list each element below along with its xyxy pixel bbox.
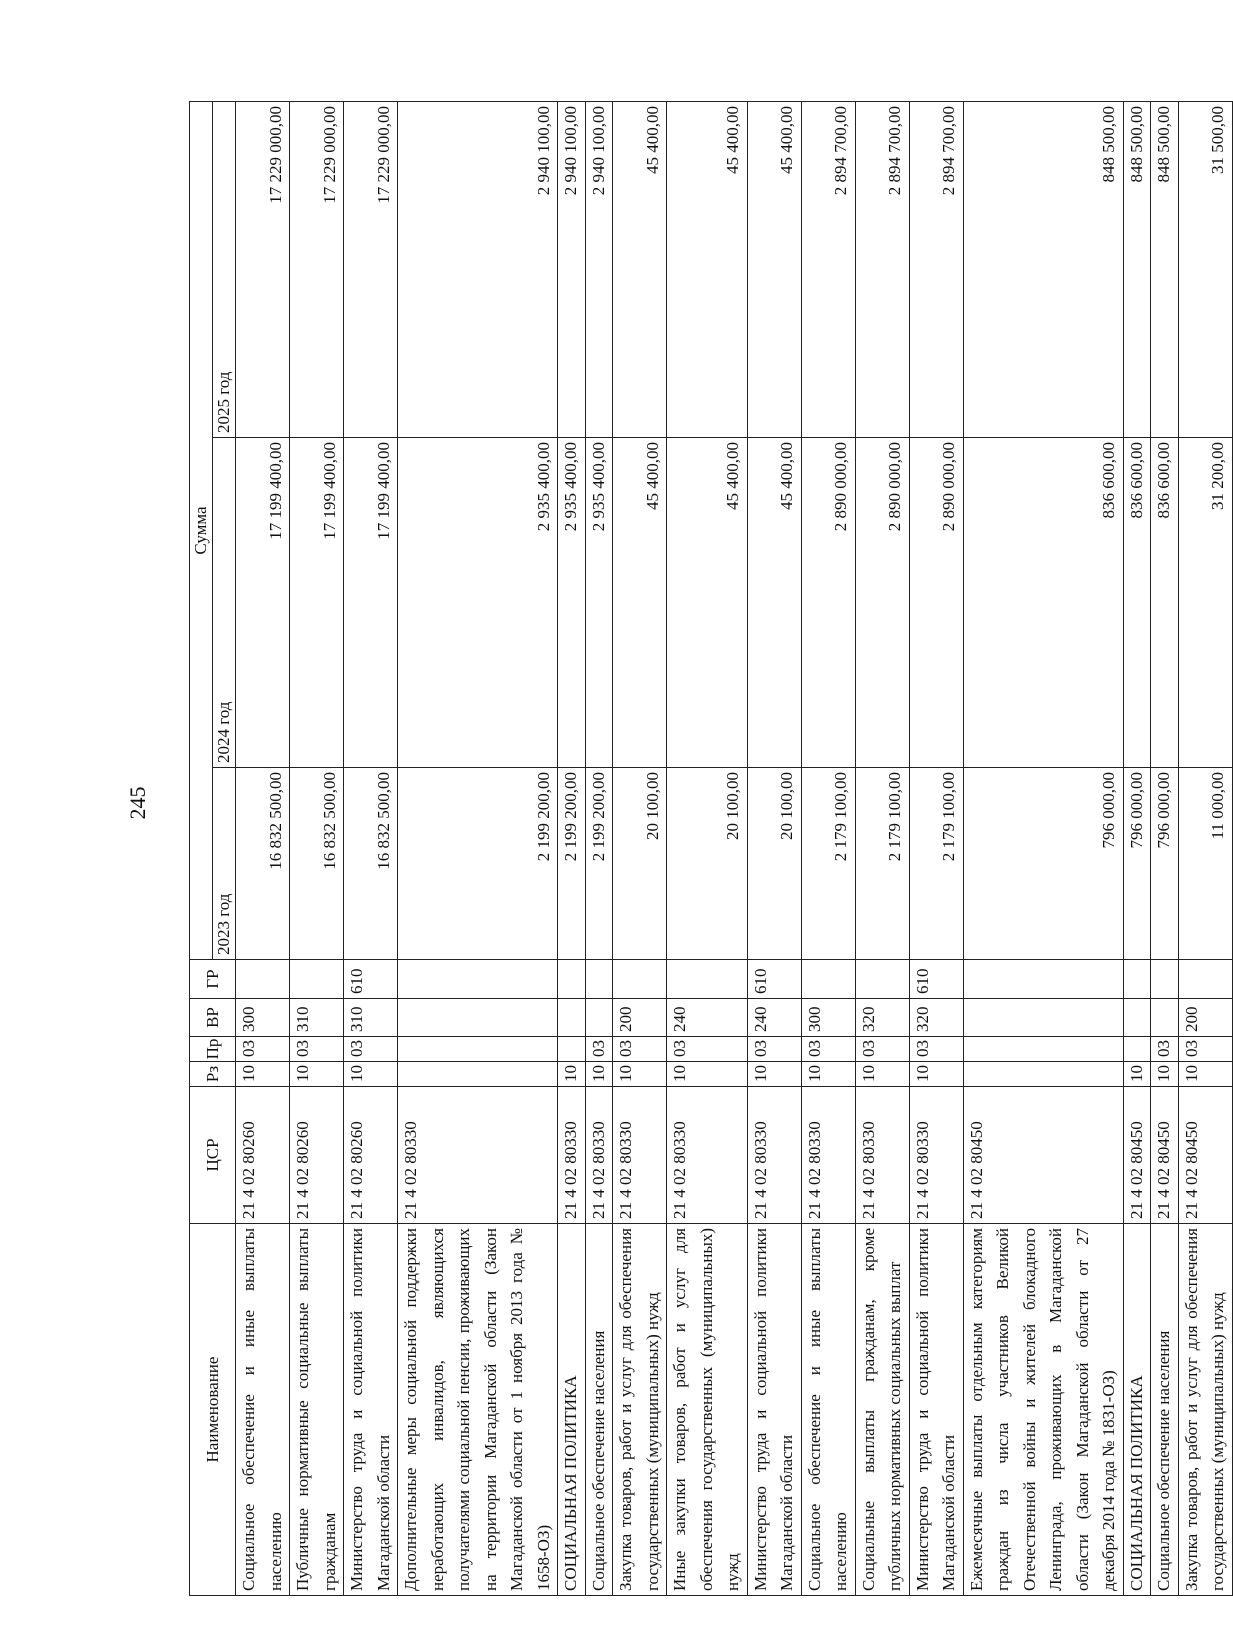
table-row [398,102,558,1596]
cell-csr: 21 4 02 80330 [585,1087,613,1224]
cell-pr: 03 [909,1037,963,1062]
cell-rz: 10 [585,1062,613,1087]
cell-2023: 20 100,00 [613,768,667,960]
cell-2025: 31 500,00 [1178,102,1232,438]
cell-vr: 320 [855,999,909,1037]
cell-vr [963,999,1123,1037]
cell-2023: 11 000,00 [1178,768,1232,960]
cell-pr: 03 [855,1037,909,1062]
cell-vr: 300 [801,999,855,1037]
cell-rz: 10 [1123,1062,1151,1087]
cell-2023: 2 199 200,00 [398,768,558,960]
header-rz: Рз [190,1062,236,1087]
cell-2025: 17 229 000,00 [236,102,290,438]
table-row [855,102,909,1596]
cell-gr [1123,960,1151,999]
cell-2025: 848 500,00 [963,102,1123,438]
header-2023: 2023 год [213,768,236,960]
cell-vr: 240 [747,999,801,1037]
cell-name: Ежемесячные выплаты отдельным категориям граждан из числа участников Великой Отечественной войны и жителей блокадного Ленинграда, проживающих в Магаданской области (Закон Магаданской области от 27 декабря 2014 года № 1831-ОЗ) [963,1224,1123,1596]
table-row [613,102,667,1596]
cell-csr: 21 4 02 80330 [667,1087,748,1224]
cell-2025: 2 940 100,00 [558,102,586,438]
cell-pr: 03 [236,1037,290,1062]
cell-rz: 10 [801,1062,855,1087]
cell-2023: 16 832 500,00 [290,768,344,960]
cell-rz: 10 [747,1062,801,1087]
cell-vr [558,999,586,1037]
cell-csr: 21 4 02 80330 [909,1087,963,1224]
cell-2024: 2 935 400,00 [585,438,613,768]
cell-vr [1123,999,1151,1037]
cell-gr [855,960,909,999]
table-row [1123,102,1151,1596]
cell-2024: 17 199 400,00 [290,438,344,768]
cell-pr: 03 [801,1037,855,1062]
cell-name: Публичные нормативные социальные выплаты гражданам [290,1224,344,1596]
cell-2025: 45 400,00 [613,102,667,438]
cell-name: Социальное обеспечение населения [585,1224,613,1596]
cell-gr [290,960,344,999]
cell-name: Министерство труда и социальной политики Магаданской области [909,1224,963,1596]
page-number: 245 [125,786,150,820]
cell-gr [1178,960,1232,999]
cell-rz: 10 [1151,1062,1179,1087]
cell-rz: 10 [236,1062,290,1087]
cell-pr: 03 [290,1037,344,1062]
table-row [558,102,586,1596]
table-header [190,102,236,1596]
table-row [236,102,290,1596]
cell-2025: 45 400,00 [747,102,801,438]
table-row [290,102,344,1596]
budget-table-rotated [189,102,1227,1596]
cell-2023: 2 179 100,00 [801,768,855,960]
cell-2024: 2 890 000,00 [801,438,855,768]
cell-2025: 2 940 100,00 [398,102,558,438]
cell-name: Министерство труда и социальной политики Магаданской области [344,1224,398,1596]
cell-name: СОЦИАЛЬНАЯ ПОЛИТИКА [1123,1224,1151,1596]
header-2025: 2025 год [213,102,236,438]
cell-gr [398,960,558,999]
cell-csr: 21 4 02 80450 [1123,1087,1151,1224]
cell-rz [398,1062,558,1087]
cell-2025: 17 229 000,00 [290,102,344,438]
cell-vr: 240 [667,999,748,1037]
cell-pr: 03 [1151,1037,1179,1062]
cell-vr: 320 [909,999,963,1037]
cell-2023: 20 100,00 [747,768,801,960]
table-row [801,102,855,1596]
cell-name: Социальное обеспечение населения [1151,1224,1179,1596]
cell-csr: 21 4 02 80450 [963,1087,1123,1224]
cell-vr: 200 [1178,999,1232,1037]
cell-csr: 21 4 02 80330 [398,1087,558,1224]
cell-rz: 10 [855,1062,909,1087]
table-row [747,102,801,1596]
cell-2025: 2 894 700,00 [801,102,855,438]
cell-gr [801,960,855,999]
cell-2023: 2 199 200,00 [558,768,586,960]
cell-gr [963,960,1123,999]
cell-2024: 2 935 400,00 [398,438,558,768]
cell-gr: 610 [344,960,398,999]
cell-gr [236,960,290,999]
cell-name: СОЦИАЛЬНАЯ ПОЛИТИКА [558,1224,586,1596]
cell-2024: 2 890 000,00 [909,438,963,768]
cell-pr: 03 [747,1037,801,1062]
cell-rz: 10 [344,1062,398,1087]
cell-gr: 610 [909,960,963,999]
cell-pr [963,1037,1123,1062]
cell-csr: 21 4 02 80330 [855,1087,909,1224]
cell-name: Закупка товаров, работ и услуг для обеспечения государственных (муниципальных) нужд [1178,1224,1232,1596]
cell-2023: 796 000,00 [1151,768,1179,960]
header-gr: ГР [190,960,236,999]
cell-gr [558,960,586,999]
cell-csr: 21 4 02 80450 [1178,1087,1232,1224]
cell-2024: 31 200,00 [1178,438,1232,768]
budget-table [189,101,1233,1596]
cell-rz: 10 [613,1062,667,1087]
cell-pr: 03 [344,1037,398,1062]
cell-2025: 2 940 100,00 [585,102,613,438]
cell-csr: 21 4 02 80260 [344,1087,398,1224]
cell-pr: 03 [667,1037,748,1062]
cell-2024: 836 600,00 [1151,438,1179,768]
cell-2025: 45 400,00 [667,102,748,438]
table-row [1151,102,1179,1596]
cell-2023: 16 832 500,00 [344,768,398,960]
cell-csr: 21 4 02 80330 [747,1087,801,1224]
cell-vr [398,999,558,1037]
cell-name: Социальное обеспечение и иные выплаты населению [236,1224,290,1596]
cell-name: Дополнительные меры социальной поддержки неработающих инвалидов, являющихся получателями социальной пенсии, проживающих на территории Магаданской области (Закон Магаданской области от 1 ноября 2013 года № 1658-ОЗ) [398,1224,558,1596]
cell-2024: 836 600,00 [963,438,1123,768]
cell-2024: 17 199 400,00 [344,438,398,768]
cell-csr: 21 4 02 80260 [236,1087,290,1224]
cell-2024: 45 400,00 [667,438,748,768]
cell-gr [1151,960,1179,999]
cell-name: Социальное обеспечение и иные выплаты населению [801,1224,855,1596]
header-vr: ВР [190,999,236,1037]
header-pr: Пр [190,1037,236,1062]
cell-rz: 10 [909,1062,963,1087]
cell-gr [667,960,748,999]
table-body [236,102,1233,1596]
cell-pr [1123,1037,1151,1062]
cell-name: Иные закупки товаров, работ и услуг для обеспечения государственных (муниципальных) нужд [667,1224,748,1596]
header-name: Наименование [190,1224,236,1596]
table-row [963,102,1123,1596]
header-2024: 2024 год [213,438,236,768]
cell-rz: 10 [558,1062,586,1087]
cell-vr: 310 [290,999,344,1037]
cell-2025: 2 894 700,00 [909,102,963,438]
cell-vr: 300 [236,999,290,1037]
cell-gr: 610 [747,960,801,999]
cell-rz [963,1062,1123,1087]
cell-rz: 10 [290,1062,344,1087]
cell-2025: 2 894 700,00 [855,102,909,438]
cell-gr [585,960,613,999]
cell-name: Министерство труда и социальной политики Магаданской области [747,1224,801,1596]
cell-vr: 200 [613,999,667,1037]
cell-name: Закупка товаров, работ и услуг для обеспечения государственных (муниципальных) нужд [613,1224,667,1596]
cell-csr: 21 4 02 80450 [1151,1087,1179,1224]
cell-2025: 848 500,00 [1123,102,1151,438]
cell-2025: 17 229 000,00 [344,102,398,438]
cell-pr: 03 [1178,1037,1232,1062]
cell-vr: 310 [344,999,398,1037]
cell-csr: 21 4 02 80330 [558,1087,586,1224]
cell-2024: 836 600,00 [1123,438,1151,768]
cell-2023: 2 199 200,00 [585,768,613,960]
cell-csr: 21 4 02 80330 [613,1087,667,1224]
table-row [585,102,613,1596]
cell-2024: 17 199 400,00 [236,438,290,768]
cell-csr: 21 4 02 80260 [290,1087,344,1224]
cell-rz: 10 [667,1062,748,1087]
header-csr: ЦСР [190,1087,236,1224]
cell-pr [398,1037,558,1062]
cell-2023: 16 832 500,00 [236,768,290,960]
table-row [344,102,398,1596]
cell-gr [613,960,667,999]
cell-2024: 45 400,00 [613,438,667,768]
table-row [667,102,748,1596]
header-sum: Сумма [190,102,213,960]
cell-vr [1151,999,1179,1037]
cell-2023: 796 000,00 [1123,768,1151,960]
cell-2024: 45 400,00 [747,438,801,768]
cell-2024: 2 890 000,00 [855,438,909,768]
cell-2024: 2 935 400,00 [558,438,586,768]
cell-vr [585,999,613,1037]
cell-2023: 20 100,00 [667,768,748,960]
cell-csr: 21 4 02 80330 [801,1087,855,1224]
cell-2023: 2 179 100,00 [909,768,963,960]
cell-2025: 848 500,00 [1151,102,1179,438]
table-row [909,102,963,1596]
cell-rz: 10 [1178,1062,1232,1087]
cell-2023: 2 179 100,00 [855,768,909,960]
cell-pr [558,1037,586,1062]
cell-pr: 03 [613,1037,667,1062]
cell-2023: 796 000,00 [963,768,1123,960]
cell-name: Социальные выплаты гражданам, кроме публичных нормативных социальных выплат [855,1224,909,1596]
cell-pr: 03 [585,1037,613,1062]
table-row [1178,102,1232,1596]
